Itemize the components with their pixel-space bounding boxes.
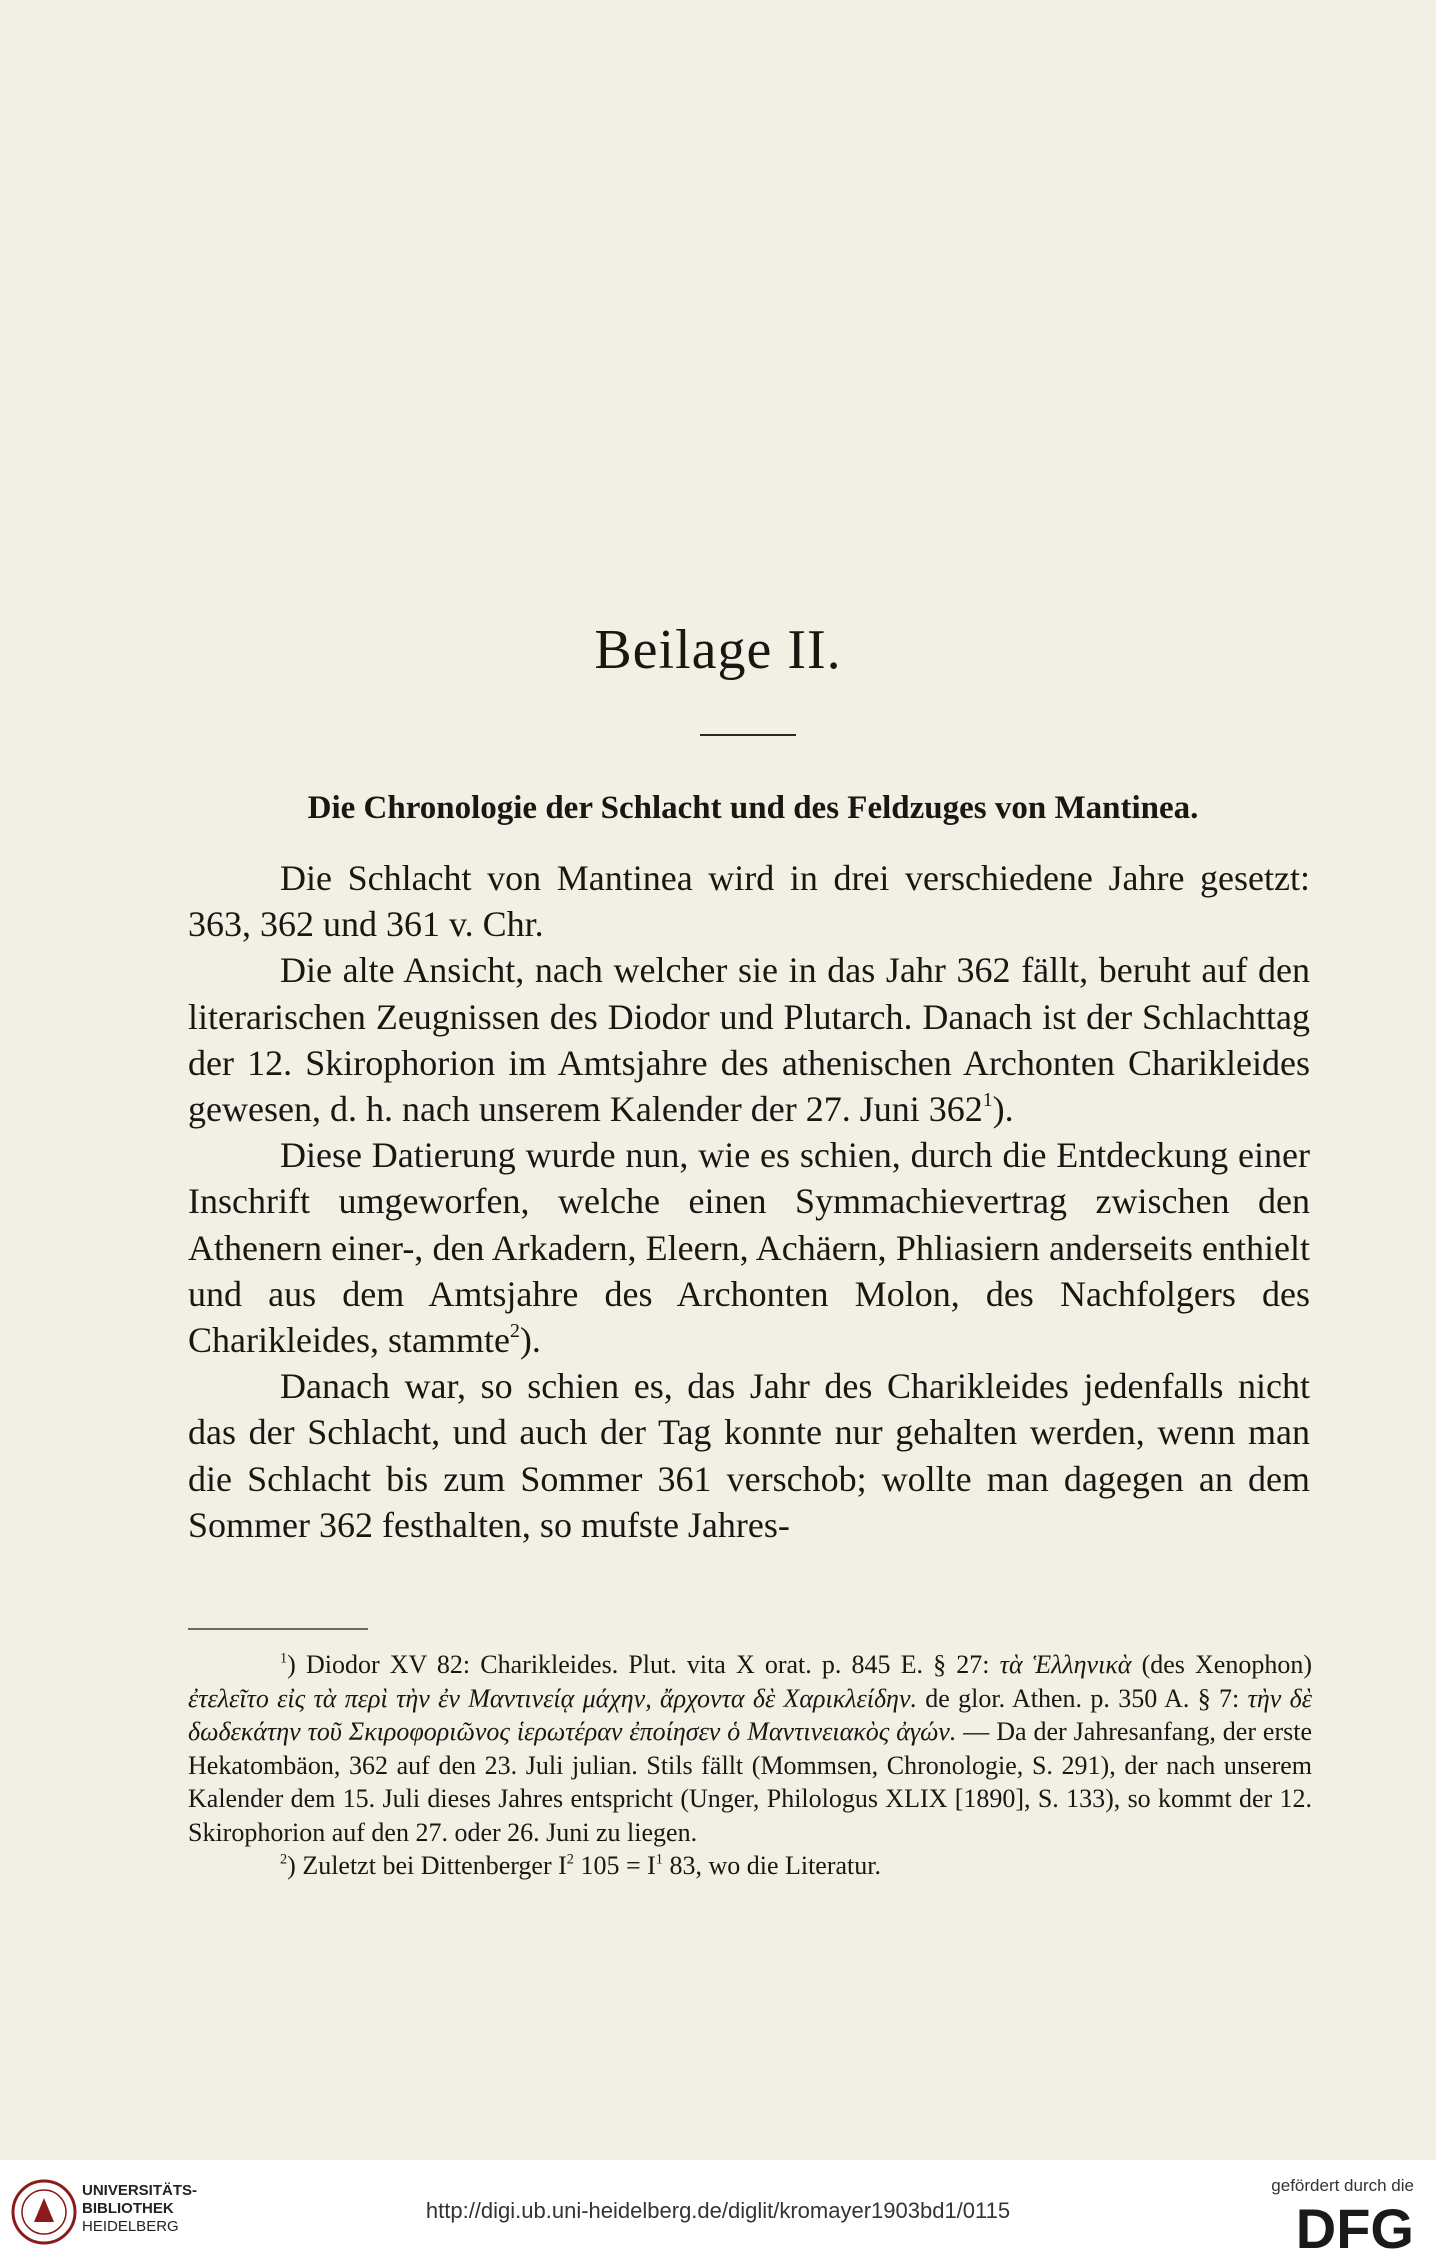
permalink[interactable]: http://digi.ub.uni-heidelberg.de/diglit/kromayer1903bd1/0115 bbox=[425, 2198, 1011, 2223]
viewer-footer bbox=[0, 2160, 1436, 2267]
paragraph-4: Danach war, so schien es, das Jahr des Charikleides jedenfalls nicht das der Schlacht, und auch der Tag konnte nur gehalten werden, wenn man die Schlacht bis zum Sommer 361 verschob; wollte man dagegen an dem Sommer 362 festhalten, so mufste Jahres- bbox=[188, 1366, 1310, 1545]
paragraph-1: Die Schlacht von Mantinea wird in drei verschiedene Jahre gesetzt: 363, 362 und 361 v. Chr. bbox=[188, 858, 1310, 945]
paragraph-2: Die alte Ansicht, nach welcher sie in das Jahr 362 fällt, beruht auf den literarischen Zeugnissen des Diodor und Plutarch. Danach ist der Schlachttag der 12. Skirophorion im Amtsjahre des athenischen Archonten Charikleides gewesen, d. h. nach unserem Kalender der 27. Juni $362^1$). bbox=[188, 950, 1310, 1130]
svg-text:DFG: DFG bbox=[1295, 2200, 1414, 2254]
funding-label: gefördert durch die bbox=[1271, 2176, 1414, 2195]
body-text bbox=[188, 855, 1310, 1548]
dfg-logo bbox=[1264, 2200, 1414, 2254]
footnote-2: $^2$) Zuletzt bei Dittenberger $I^2$ $105 = I^1$ 83, wo die Literatur. bbox=[280, 1851, 881, 1880]
page-title: Beilage II. bbox=[594, 619, 842, 681]
section-heading: Die Chronologie der Schlacht und des Feldzuges von Mantinea. bbox=[307, 790, 1199, 826]
footnote-ref-1[interactable]: 1 bbox=[982, 1089, 993, 1112]
footnote-divider bbox=[188, 1628, 368, 1630]
footnotes bbox=[188, 1648, 1312, 1883]
paragraph-3: Diese Datierung wurde nun, wie es schien, durch die Entdeckung einer Inschrift umgeworfen, welche einen Symmachievertrag zwischen den Athenern einer-, den Arkadern, Eleern, Achäern, Phliasiern anderseits enthielt und aus dem Amtsjahre des Archonten Molon, des Nachfolgers des Charikleides, stammte$^2$). bbox=[188, 1135, 1310, 1361]
title-divider bbox=[700, 734, 796, 736]
footnote-1: $^1$) Diodor XV 82: Charikleides. Plut. vita X orat. p. 845 E. § 27: τὰ Ἑλληνικὰ (des Xenophon) ἐτελεῖτο εἰς τὰ περὶ τὴν ἐν Μαντινείᾳ μάχην, ἄρχοντα δὲ Χαρικλείδην. de glor. Athen. p. 350 A. § 7: τὴν δὲ δωδεκάτην τοῦ Σκιροφοριῶνος ἱερωτέραν ἐποίησεν ὁ Μαντινειακὸς ἀγών. — Da der Jahresanfang, der erste Hekatombäon, 362 auf den 23. Juli julian. Stils fällt (Mommsen, Chronologie, S. 291), der nach unserem Kalender dem 15. Juli dieses Jahres entspricht (Unger, Philologus XLIX [1890], S. 133), so kommt der 12. Skirophorion auf den 27. oder 26. Juni zu liegen. bbox=[188, 1650, 1312, 1847]
footnote-ref-2[interactable]: 2 bbox=[509, 1320, 520, 1343]
library-name: UNIVERSITÄTS- BIBLIOTHEK HEIDELBERG bbox=[82, 2182, 198, 2235]
